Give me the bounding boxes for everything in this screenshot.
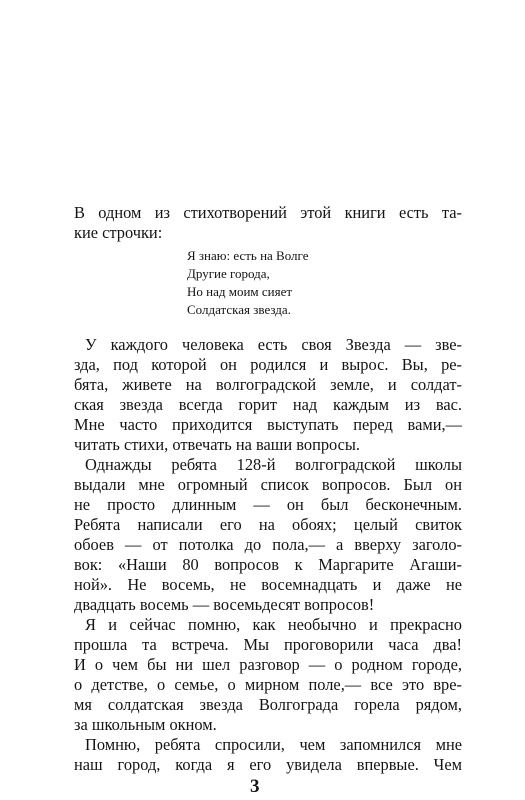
paragraph-line: обоев — от потолка до пола,— а вверху заголо-: [74, 535, 462, 554]
paragraph-line: бята, живете на волгоградской земле, и солдат-: [74, 375, 462, 394]
paragraph-line: за школьным окном.: [74, 715, 217, 734]
verse-line: Другие города,: [187, 266, 270, 281]
paragraph-line: Однажды ребята 128-й волгоградской школы: [85, 455, 462, 474]
paragraph-line: У каждого человека есть своя Звезда — зве-: [85, 335, 462, 354]
paragraph-line: ной». Не восемь, не восемнадцать и даже не: [74, 575, 462, 594]
intro-line: В одном из стихотворений этой книги есть та-: [74, 203, 462, 222]
paragraph-line: читать стихи, отвечать на ваши вопросы.: [74, 435, 361, 454]
paragraph-line: о детстве, о семье, о мирном поле,— все это вре-: [74, 675, 462, 694]
paragraph-line: зда, под которой он родился и вырос. Вы, ре-: [74, 355, 462, 374]
verse-line: Солдатская звезда.: [187, 302, 291, 317]
verse-line: Но над моим сияет: [187, 284, 293, 299]
paragraph-line: мя солдатская звезда Волгограда горела рядом,: [74, 695, 462, 714]
verse-line: Я знаю: есть на Волге: [187, 248, 309, 263]
page-number: 3: [250, 776, 260, 797]
paragraph-line: Я и сейчас помню, как необычно и прекрасно: [85, 615, 462, 634]
paragraph-line: выдали мне огромный список вопросов. Был он: [74, 475, 462, 494]
intro-line: кие строчки:: [74, 223, 163, 242]
paragraph-line: Ребята написали его на обоях; целый свиток: [74, 515, 462, 534]
paragraph-line: двадцать восемь — восемьдесят вопросов!: [74, 595, 375, 614]
paragraph-line: прошла та встреча. Мы проговорили часа два!: [74, 635, 462, 654]
paragraph-line: Помню, ребята спросили, чем запомнился мне: [85, 735, 462, 754]
paragraph-line: Мне часто приходится выступать перед вами,—: [74, 415, 462, 434]
paragraph-line: ская звезда всегда горит над каждым из вас.: [74, 395, 462, 414]
paragraph-line: И о чем бы ни шел разговор — о родном городе,: [74, 655, 462, 674]
paragraph-line: вок: «Наши 80 вопросов к Маргарите Агаши-: [74, 555, 462, 574]
paragraph-line: не просто длинным — он был бесконечным.: [74, 495, 462, 514]
paragraph-line: наш город, когда я его увидела впервые. Чем: [74, 755, 462, 774]
